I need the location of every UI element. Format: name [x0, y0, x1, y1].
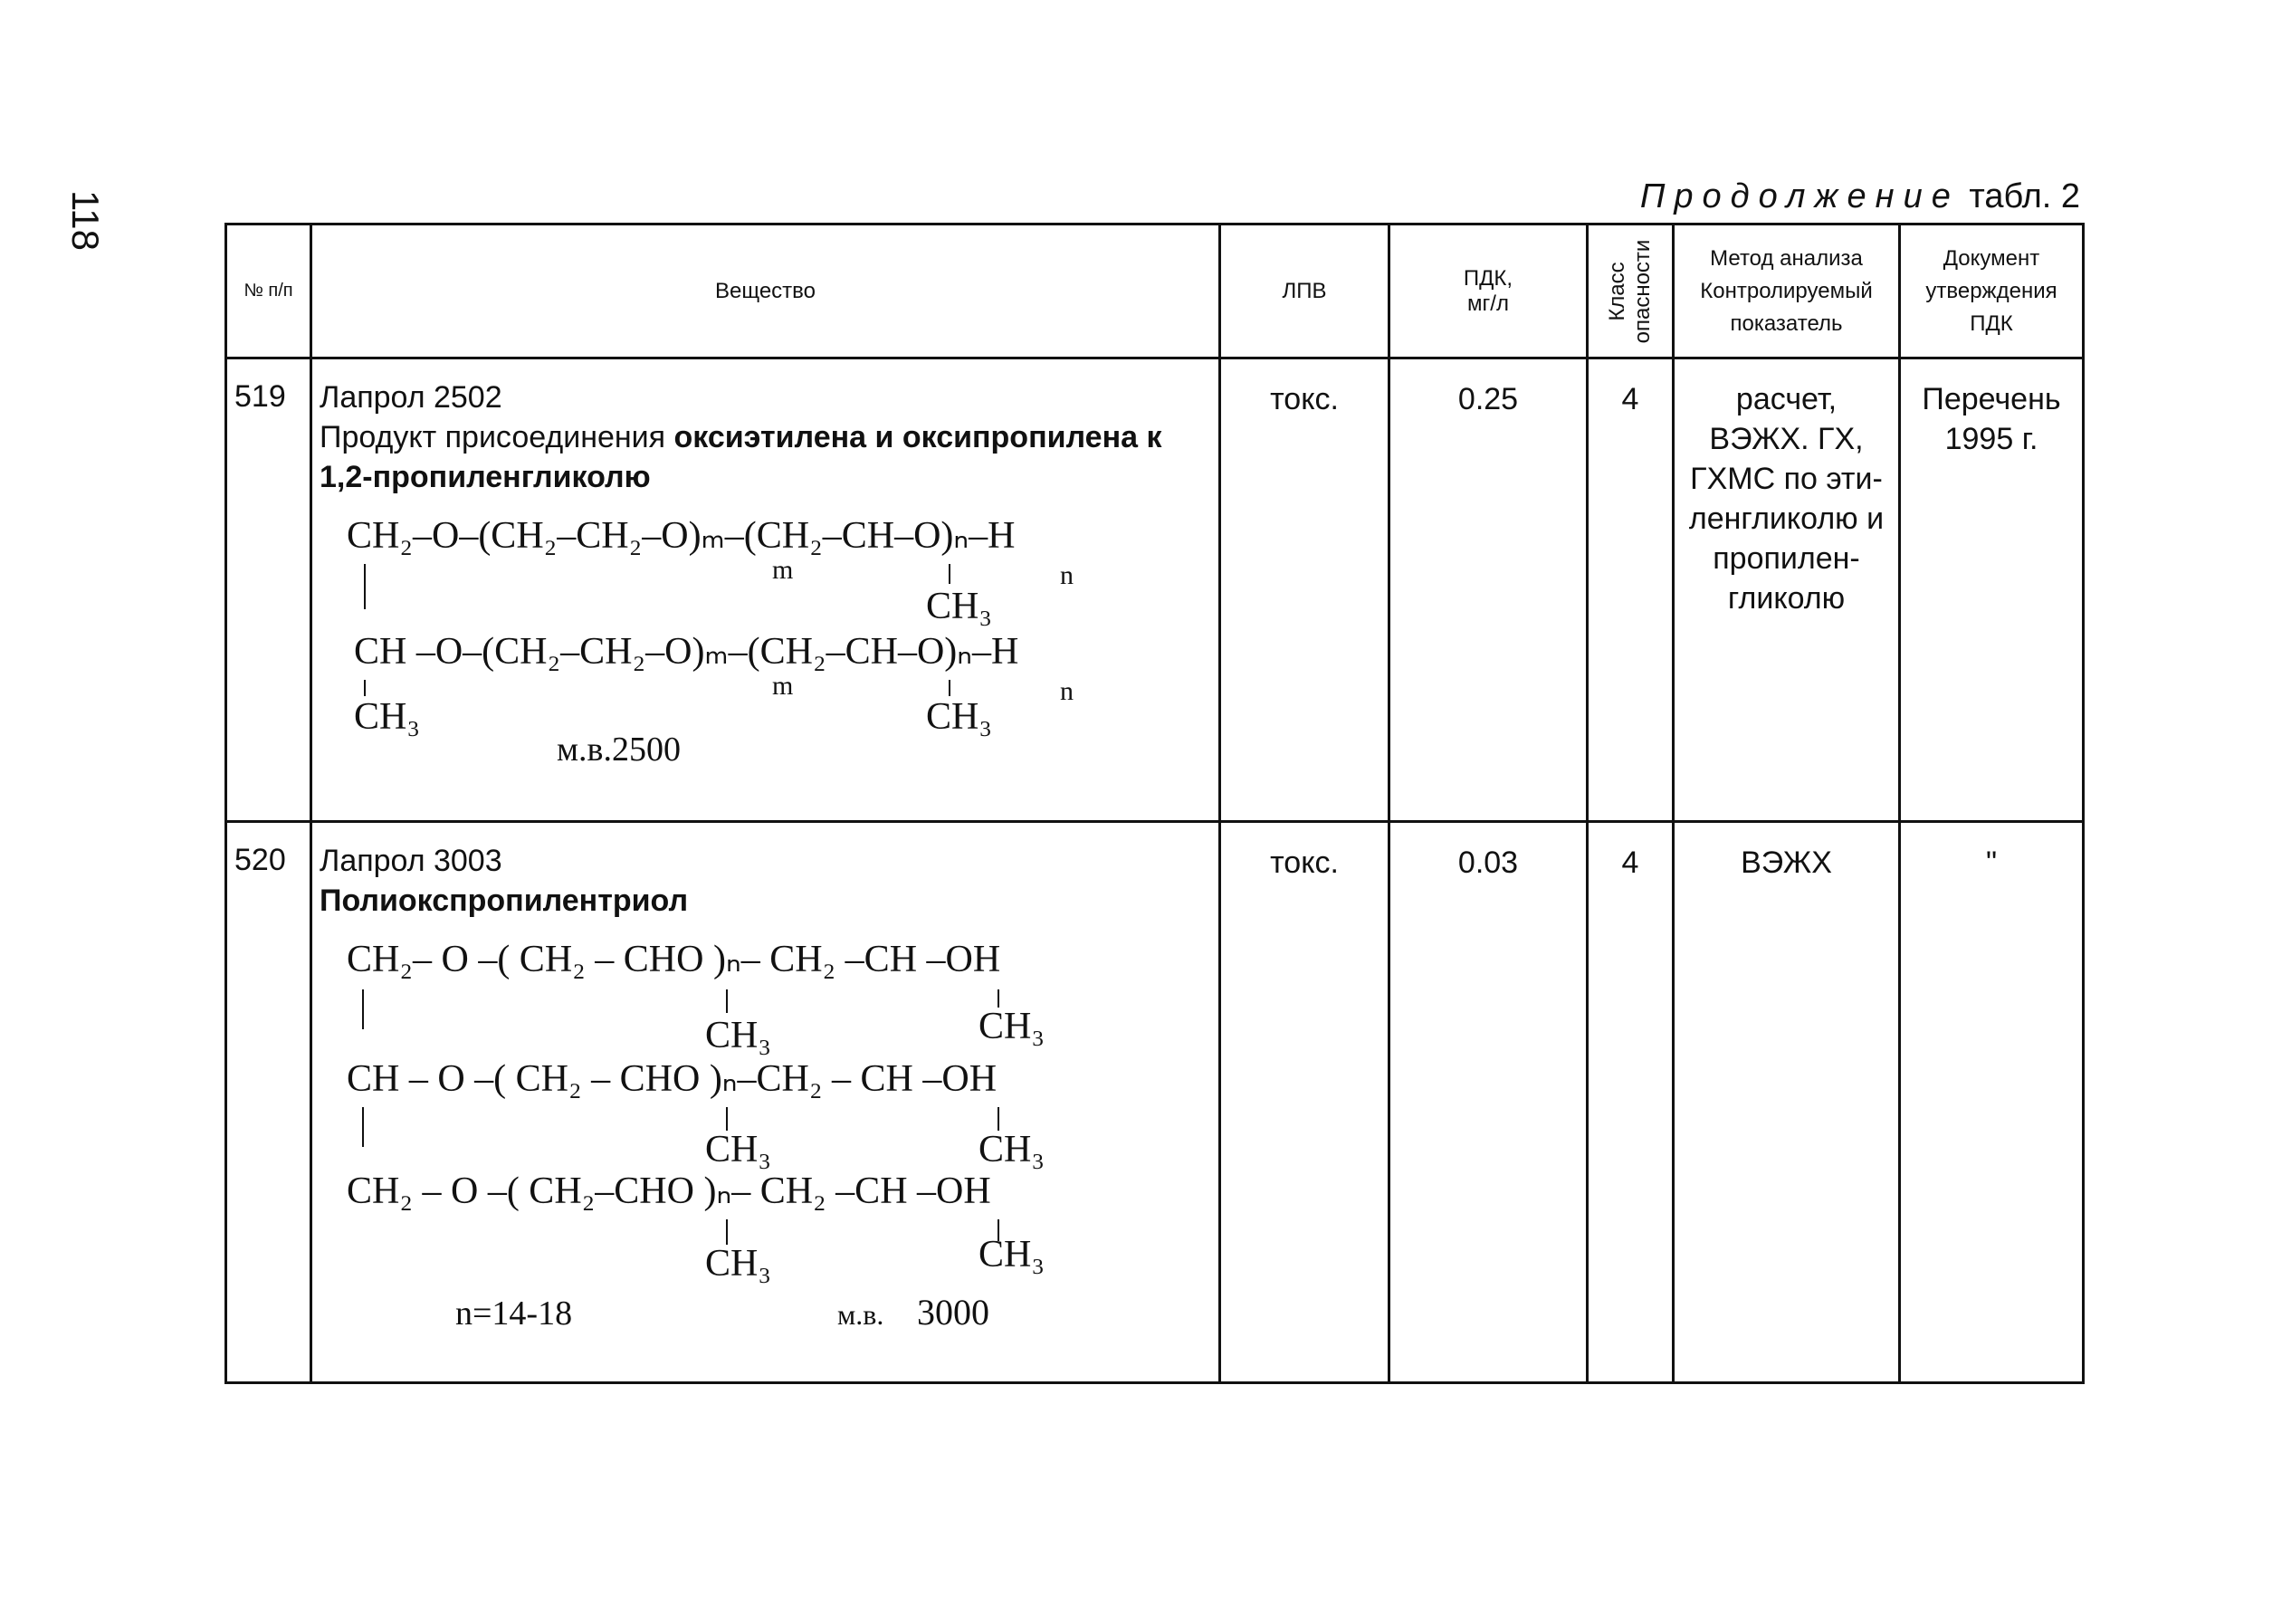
method-line: пропилен- [1713, 541, 1860, 576]
header-method-3: показатель [1730, 310, 1843, 336]
formula-line-2: CH –O–(CH₂–CH₂–O)ₘ–(CH₂–CH–O)ₙ–H [354, 631, 1019, 673]
header-num: № п/п [226, 224, 311, 358]
table-row [226, 358, 2084, 822]
table-caption [1640, 177, 2080, 216]
method-line: ВЭЖХ. ГХ, [1709, 422, 1864, 456]
row-number: 520 [226, 822, 311, 1383]
subscript-n-2: n [1060, 676, 1074, 706]
header-pdk-label: ПДК, [1463, 265, 1513, 291]
method-line: расчет, [1735, 382, 1838, 416]
substance-name: Лапрол 3003 [320, 844, 502, 878]
header-document [1900, 224, 2084, 358]
header-method-1: Метод анализа [1710, 245, 1863, 271]
ch3-group-6: CH₃ [978, 1234, 1045, 1275]
formula-line-1: CH₂–O–(CH₂–CH₂–O)ₘ–(CH₂–CH–O)ₙ–H [347, 515, 1016, 557]
document-cell [1900, 358, 2084, 822]
header-hazard-class-2: опасности [1630, 239, 1655, 343]
row-number: 519 [226, 358, 311, 822]
method-line: гликолю [1727, 581, 1846, 616]
subscript-m-1: m [772, 555, 794, 585]
document-line: Перечень [1922, 382, 2061, 416]
hazard-class-value: 4 [1588, 358, 1674, 822]
description-plain: Продукт присоединения [320, 420, 674, 454]
header-hazard-class-1: Класс [1605, 261, 1629, 321]
substance-name: Лапрол 2502 [320, 380, 502, 415]
document-line: 1995 г. [1944, 422, 2038, 456]
lpv-value: токс. [1220, 822, 1389, 1383]
n-range: n=14-18 [455, 1294, 573, 1333]
subscript-m-2: m [772, 671, 794, 701]
ch3-group-4: CH₃ [978, 1129, 1045, 1170]
formula-line-1: CH₂– O –( CH₂ – CHO )ₙ– CH₂ –CH –OH [347, 939, 1001, 980]
ch3-group-3: CH₃ [926, 696, 992, 738]
lpv-value: токс. [1220, 358, 1389, 822]
method-line: ГХМС по эти- [1690, 462, 1883, 496]
method-line: ВЭЖХ [1741, 845, 1832, 880]
ch3-group-3: CH₃ [705, 1129, 771, 1170]
molecular-weight: м.в.2500 [557, 731, 681, 765]
method-cell [1674, 822, 1900, 1383]
ditto-mark: " [1985, 845, 1998, 880]
molecular-weight-value: 3000 [917, 1292, 989, 1333]
substance-cell [311, 822, 1220, 1383]
header-pdk-unit: мг/л [1467, 291, 1509, 316]
description-bold: оксиэтилена и оксипропилена к 1,2-пропиленгликолю [320, 420, 1162, 494]
document-cell [1900, 822, 2084, 1383]
ch3-group-2: CH₃ [354, 696, 420, 738]
ch3-group-1: CH₃ [705, 1015, 771, 1056]
formula-line-3: CH₂ – O –( CH₂–CHO )ₙ– CH₂ –CH –OH [347, 1170, 991, 1212]
hazard-class-value: 4 [1588, 822, 1674, 1383]
substances-table [224, 223, 2085, 1384]
table-row [226, 822, 2084, 1383]
header-substance: Вещество [311, 224, 1220, 358]
header-pdk [1389, 224, 1588, 358]
structural-formula [320, 926, 1216, 1352]
substance-cell [311, 358, 1220, 822]
method-cell [1674, 358, 1900, 822]
formula-line-2: CH – O –( CH₂ – CHO )ₙ–CH₂ – CH –OH [347, 1058, 998, 1100]
header-doc-3: ПДК [1970, 310, 2013, 336]
molecular-weight-label: м.в. [837, 1298, 884, 1331]
substance-description [320, 417, 1211, 497]
pdk-value: 0.25 [1389, 358, 1588, 822]
header-lpv: ЛПВ [1220, 224, 1389, 358]
ch3-group-1: CH₃ [926, 586, 992, 627]
header-method-2: Контролируемый [1700, 278, 1873, 303]
page-number: 118 [64, 190, 107, 251]
header-doc-2: утверждения [1925, 278, 2057, 303]
substance-description: Полиокспропилентриол [320, 884, 689, 918]
subscript-n-1: n [1060, 560, 1074, 590]
table-header-row [226, 224, 2084, 358]
pdk-value: 0.03 [1389, 822, 1588, 1383]
caption-continuation: Продолжение [1639, 177, 1960, 215]
structural-formula [320, 502, 1216, 765]
caption-table-ref: табл. 2 [1969, 177, 2080, 215]
header-method [1674, 224, 1900, 358]
ch3-group-5: CH₃ [705, 1243, 771, 1285]
ch3-group-2: CH₃ [978, 1006, 1045, 1047]
method-line: ленгликолю и [1688, 502, 1885, 536]
header-hazard-class [1588, 224, 1674, 358]
header-doc-1: Документ [1943, 245, 2040, 271]
